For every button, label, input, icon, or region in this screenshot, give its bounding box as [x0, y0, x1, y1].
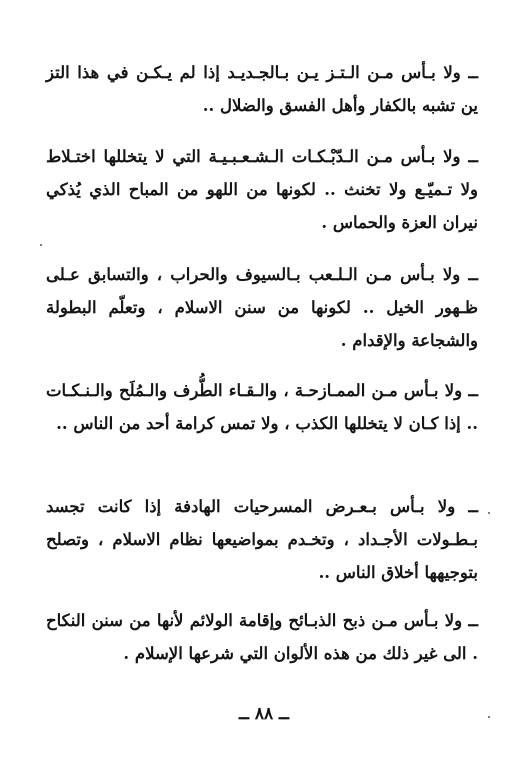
page-number: ــ ٨٨ ــ	[238, 704, 290, 724]
paragraph-text: ــ ولا بـأس مـن الممـازحـة ، والـقـاء الطُّرف والـمُلَح والـنـكـات .. إذا كـان لا يتخللها الكذب ، ولا تمس كرامة أحد من الناس ..	[46, 381, 478, 433]
paragraph-text: ــ ولا بـأس مـن الـلـعب بـالسيوف والحراب ، والتسابق عـلى ظـهور الخيل .. لكونها من سنن الاسلام ، وتعلّم البطولة والشجاعة والإقدام .	[46, 265, 478, 350]
paragraph-2	[46, 140, 478, 239]
scan-speck	[40, 244, 42, 246]
paragraph-6	[46, 604, 478, 670]
paragraph-3	[46, 258, 478, 357]
paragraph-5	[46, 490, 478, 589]
paragraph-4	[46, 374, 478, 440]
paragraph-1	[46, 56, 478, 122]
paragraph-text: ــ ولا بـأس مـن الـدّبْـكـات الـشـعـبـيـة التي لا يتخللها اختـلاط ولا تـميّـع ولا تخنث .. لكونها من اللهو من المباح الذي يُذكي نيران العزة والحماس .	[46, 147, 478, 232]
paragraph-text: ــ ولا بـأس بـعـرض المسرحيات الهادفة إذا كانت تجسد بـطـولات الأجـداد ، وتخـدم بمواضيعها نظام الاسلام ، وتصلح بتوجيهها أخلاق الناس ..	[46, 497, 478, 582]
paragraph-text: ــ ولا بـأس مـن ذبح الذبـائح وإقامة الولائم لأنها من سنن النكاح . الى غير ذلك من هذه الألوان التي شرعها الإسلام .	[46, 611, 478, 663]
paragraph-text: ــ ولا بـأس مـن الـتـز يـن بـالجـديـد إذا لم يـكـن في هذا التز ين تشبه بالكفار وأهل الفسق والضلال ..	[46, 63, 478, 115]
scan-speck	[488, 512, 490, 514]
scan-speck	[488, 716, 490, 718]
